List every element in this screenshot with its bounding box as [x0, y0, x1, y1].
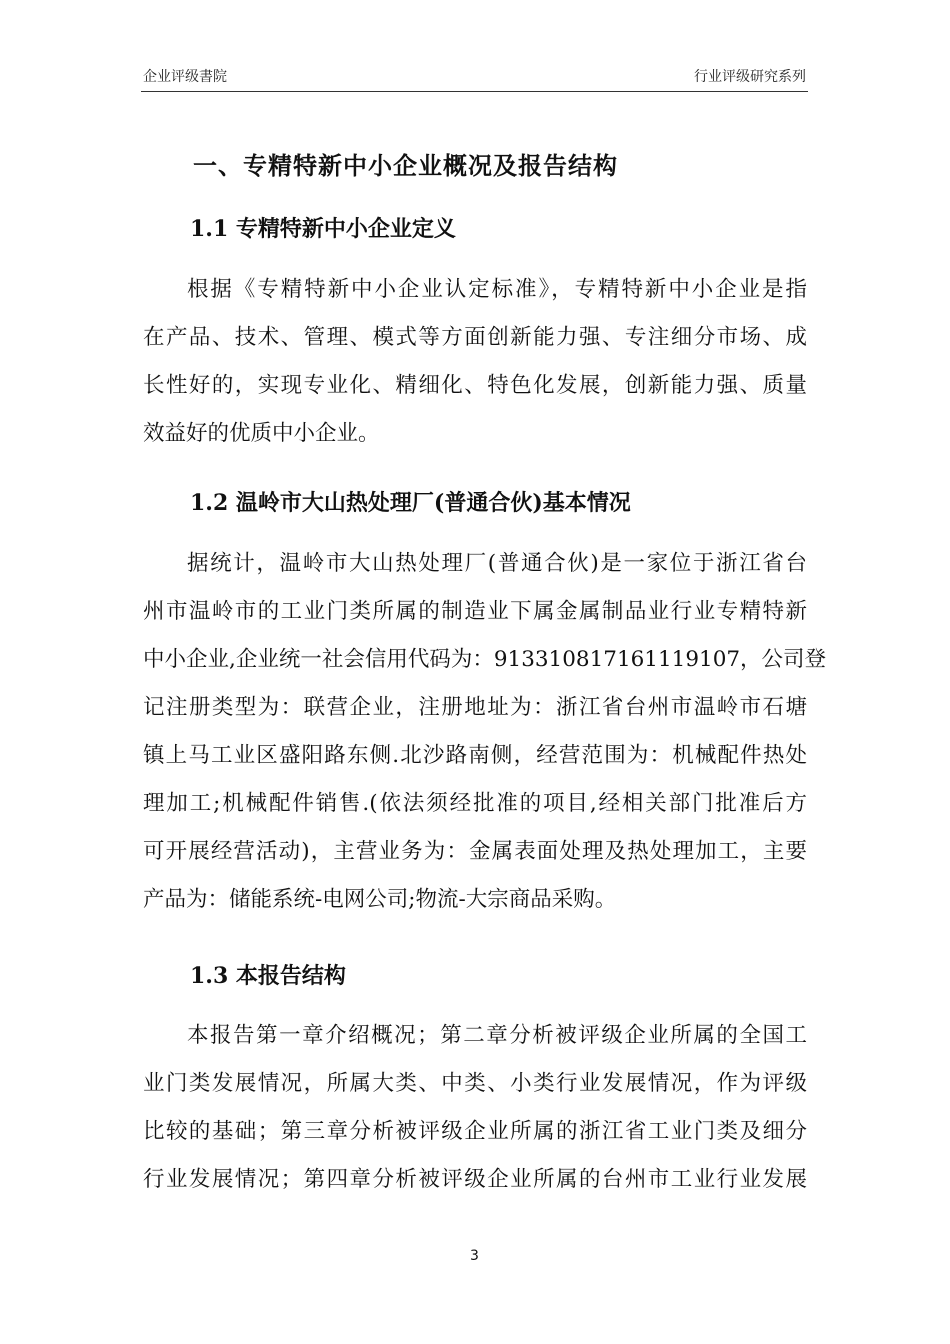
page-number: 3: [470, 1248, 479, 1264]
text-line: 据统计，温岭市大山热处理厂(普通合伙)是一家位于浙江省台: [187, 551, 807, 576]
paragraph-1-3: [143, 1012, 807, 1204]
text-line: 镇上马工业区盛阳路东侧.北沙路南侧，经营范围为：机械配件热处: [143, 743, 807, 768]
text-line: 长性好的，实现专业化、精细化、特色化发展，创新能力强、质量: [143, 373, 807, 398]
text-line: 产品为：储能系统-电网公司;物流-大宗商品采购。: [143, 887, 617, 912]
paragraph-1-2: [143, 540, 827, 924]
text-line: 行业发展情况；第四章分析被评级企业所属的台州市工业行业发展: [143, 1167, 807, 1192]
text-line: 理加工;机械配件销售.(依法须经批准的项目,经相关部门批准后方: [143, 791, 807, 816]
text-line: 效益好的优质中小企业。: [143, 421, 380, 446]
text-line: 记注册类型为：联营企业，注册地址为：浙江省台州市温岭市石塘: [143, 695, 807, 720]
text-line: 本报告第一章介绍概况；第二章分析被评级企业所属的全国工: [187, 1023, 807, 1048]
text-line: 比较的基础；第三章分析被评级企业所属的浙江省工业门类及细分: [143, 1119, 807, 1144]
header-right-text: 行业评级研究系列: [694, 69, 806, 85]
text-line: 业门类发展情况，所属大类、中类、小类行业发展情况，作为评级: [143, 1071, 807, 1096]
paragraph-1-1: [143, 266, 807, 458]
heading-1-2: 1.2 温岭市大山热处理厂(普通合伙)基本情况: [190, 490, 631, 516]
text-line: 在产品、技术、管理、模式等方面创新能力强、专注细分市场、成: [143, 325, 807, 350]
text-line: 中小企业,企业统一社会信用代码为：913310817161119107，公司登: [143, 647, 827, 672]
heading-1-1: 1.1 专精特新中小企业定义: [190, 216, 456, 242]
text-line: 根据《专精特新中小企业认定标准》，专精特新中小企业是指: [187, 277, 807, 302]
section-title: 一、专精特新中小企业概况及报告结构: [193, 151, 618, 180]
heading-1-3: 1.3 本报告结构: [190, 963, 346, 989]
header-divider: [141, 91, 808, 92]
text-line: 州市温岭市的工业门类所属的制造业下属金属制品业行业专精特新: [143, 599, 807, 624]
header-left-text: 企业评级書院: [143, 69, 227, 85]
text-line: 可开展经营活动)，主营业务为：金属表面处理及热处理加工，主要: [143, 839, 807, 864]
